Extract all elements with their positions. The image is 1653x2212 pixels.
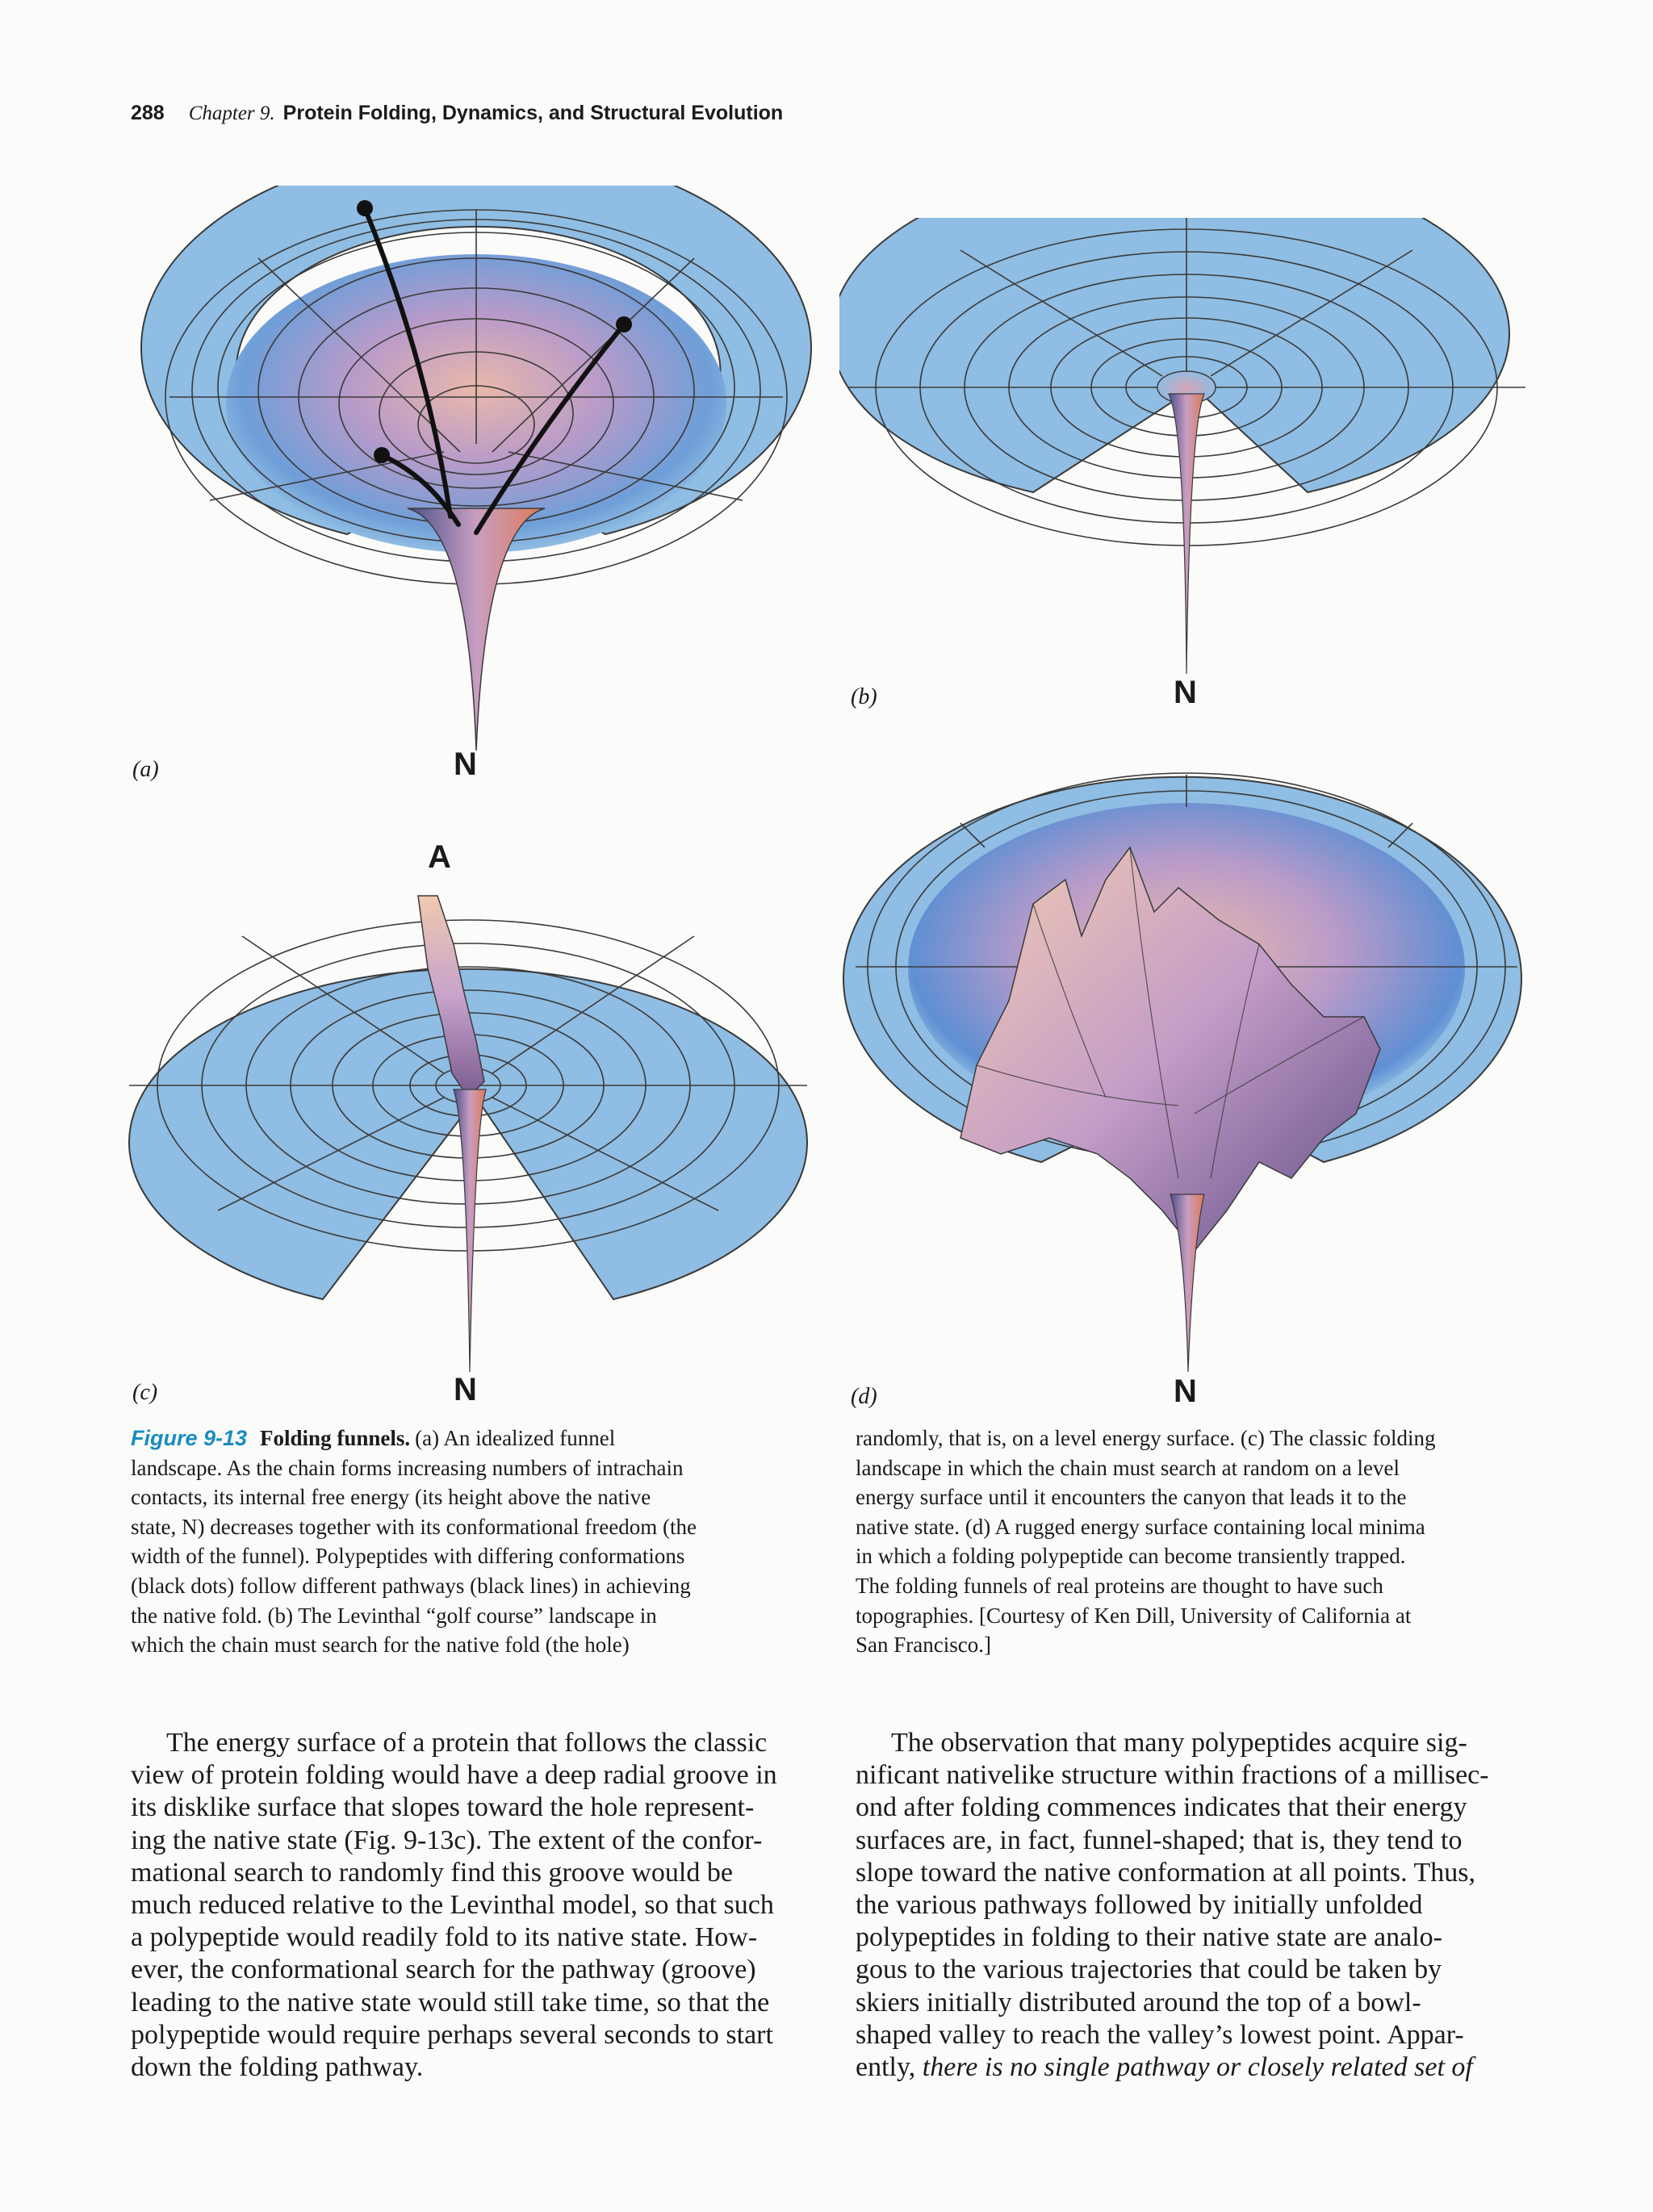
caption-line: state, N) decreases together with its conformational freedom (the <box>131 1514 697 1539</box>
body-column-right <box>856 1727 1525 2084</box>
start-marker-c: A <box>428 839 451 875</box>
body-line: shaped valley to reach the valley’s lowest point. Appar- <box>856 2019 1464 2050</box>
figure-caption-left <box>131 1424 814 1660</box>
body-line: view of protein folding would have a deep radial groove in <box>131 1760 777 1791</box>
body-line: ever, the conformational search for the pathway (groove) <box>131 1955 756 1985</box>
caption-line: energy surface until it encounters the canyon that leads it to the <box>856 1485 1407 1510</box>
caption-line: The folding funnels of real proteins are thought to have such <box>856 1573 1383 1598</box>
body-line: The energy surface of a protein that follows the classic <box>166 1728 768 1758</box>
body-line: nificant nativelike structure within fractions of a millisec- <box>856 1760 1489 1791</box>
body-text-italic: there is no single pathway or closely related set of <box>922 2052 1473 2083</box>
body-column-left <box>131 1727 806 2084</box>
body-line: its disklike surface that slopes toward the hole represent- <box>131 1792 755 1823</box>
caption-line: native state. (d) A rugged energy surface containing local minima <box>856 1514 1425 1539</box>
caption-line <box>131 1424 814 1453</box>
caption-line: width of the funnel). Polypeptides with differing conformations <box>131 1544 685 1569</box>
body-line: much reduced relative to the Levinthal model, so that such <box>131 1890 774 1921</box>
caption-line: San Francisco.] <box>856 1633 991 1658</box>
body-line: polypeptide would require perhaps several seconds to start <box>131 2019 773 2050</box>
caption-text: (a) An idealized funnel <box>415 1426 616 1450</box>
caption-line: the native fold. (b) The Levinthal “golf course” landscape in <box>131 1603 657 1628</box>
caption-line: (black dots) follow different pathways (black lines) in achieving <box>131 1573 691 1598</box>
body-line: ond after folding commences indicates that their energy <box>856 1792 1467 1823</box>
body-line: mational search to randomly find this groove would be <box>131 1857 733 1888</box>
caption-line: in which a folding polypeptide can become transiently trapped. <box>856 1544 1406 1569</box>
caption-line: landscape in which the chain must search at random on a level <box>856 1455 1400 1480</box>
body-text-roman: ently, <box>856 2052 923 2083</box>
figure-panel-b <box>839 218 1534 718</box>
body-line: polypeptides in folding to their native state are analo- <box>856 1922 1442 1953</box>
figure-number: Figure 9-13 <box>131 1426 248 1450</box>
figure-panel-c <box>121 839 815 1420</box>
body-line: down the folding pathway. <box>131 2052 424 2083</box>
figure-panel-a <box>121 186 815 799</box>
chapter-label: Chapter 9. <box>188 102 275 124</box>
chapter-title: Protein Folding, Dynamics, and Structural Evolution <box>282 102 784 124</box>
funnel-illustration-d <box>839 759 1534 1420</box>
body-line: skiers initially distributed around the top of a bowl- <box>856 1987 1421 2018</box>
body-line: gous to the various trajectories that could be taken by <box>856 1955 1442 1985</box>
panel-label-a: (a) <box>132 757 159 782</box>
panel-label-c: (c) <box>132 1380 158 1405</box>
panel-label-b: (b) <box>851 684 877 709</box>
body-line: ing the native state (Fig. 9-13c). The extent of the confor- <box>131 1825 763 1855</box>
caption-line: topographies. [Courtesy of Ken Dill, University of California at <box>856 1603 1412 1628</box>
caption-line: contacts, its internal free energy (its height above the native <box>131 1485 651 1510</box>
caption-line: which the chain must search for the native fold (the hole) <box>131 1633 630 1658</box>
body-line: a polypeptide would readily fold to its native state. How- <box>131 1922 758 1953</box>
page-number: 288 <box>131 102 165 124</box>
native-state-marker-a: N <box>454 746 477 782</box>
native-state-marker-b: N <box>1174 675 1197 710</box>
funnel-illustration-c <box>121 839 815 1420</box>
body-line <box>856 2051 1525 2084</box>
body-line: the various pathways followed by initially unfolded <box>856 1890 1423 1921</box>
figure-title: Folding funnels. <box>260 1426 411 1450</box>
body-line: slope toward the native conformation at all points. Thus, <box>856 1857 1475 1888</box>
panel-label-d: (d) <box>851 1384 877 1409</box>
running-head <box>131 102 783 125</box>
body-line: surfaces are, in fact, funnel-shaped; that is, they tend to <box>856 1825 1463 1855</box>
native-state-marker-d: N <box>1174 1374 1197 1409</box>
caption-line: randomly, that is, on a level energy surface. (c) The classic folding <box>856 1426 1436 1450</box>
funnel-illustration-b <box>839 218 1534 718</box>
funnel-illustration-a <box>121 186 815 799</box>
figure-panel-d <box>839 759 1534 1420</box>
figure-caption-right <box>856 1424 1534 1660</box>
native-state-marker-c: N <box>454 1372 477 1407</box>
body-line: The observation that many polypeptides acquire sig- <box>891 1728 1467 1758</box>
caption-line: landscape. As the chain forms increasing numbers of intrachain <box>131 1455 684 1480</box>
body-line: leading to the native state would still take time, so that the <box>131 1987 770 2018</box>
